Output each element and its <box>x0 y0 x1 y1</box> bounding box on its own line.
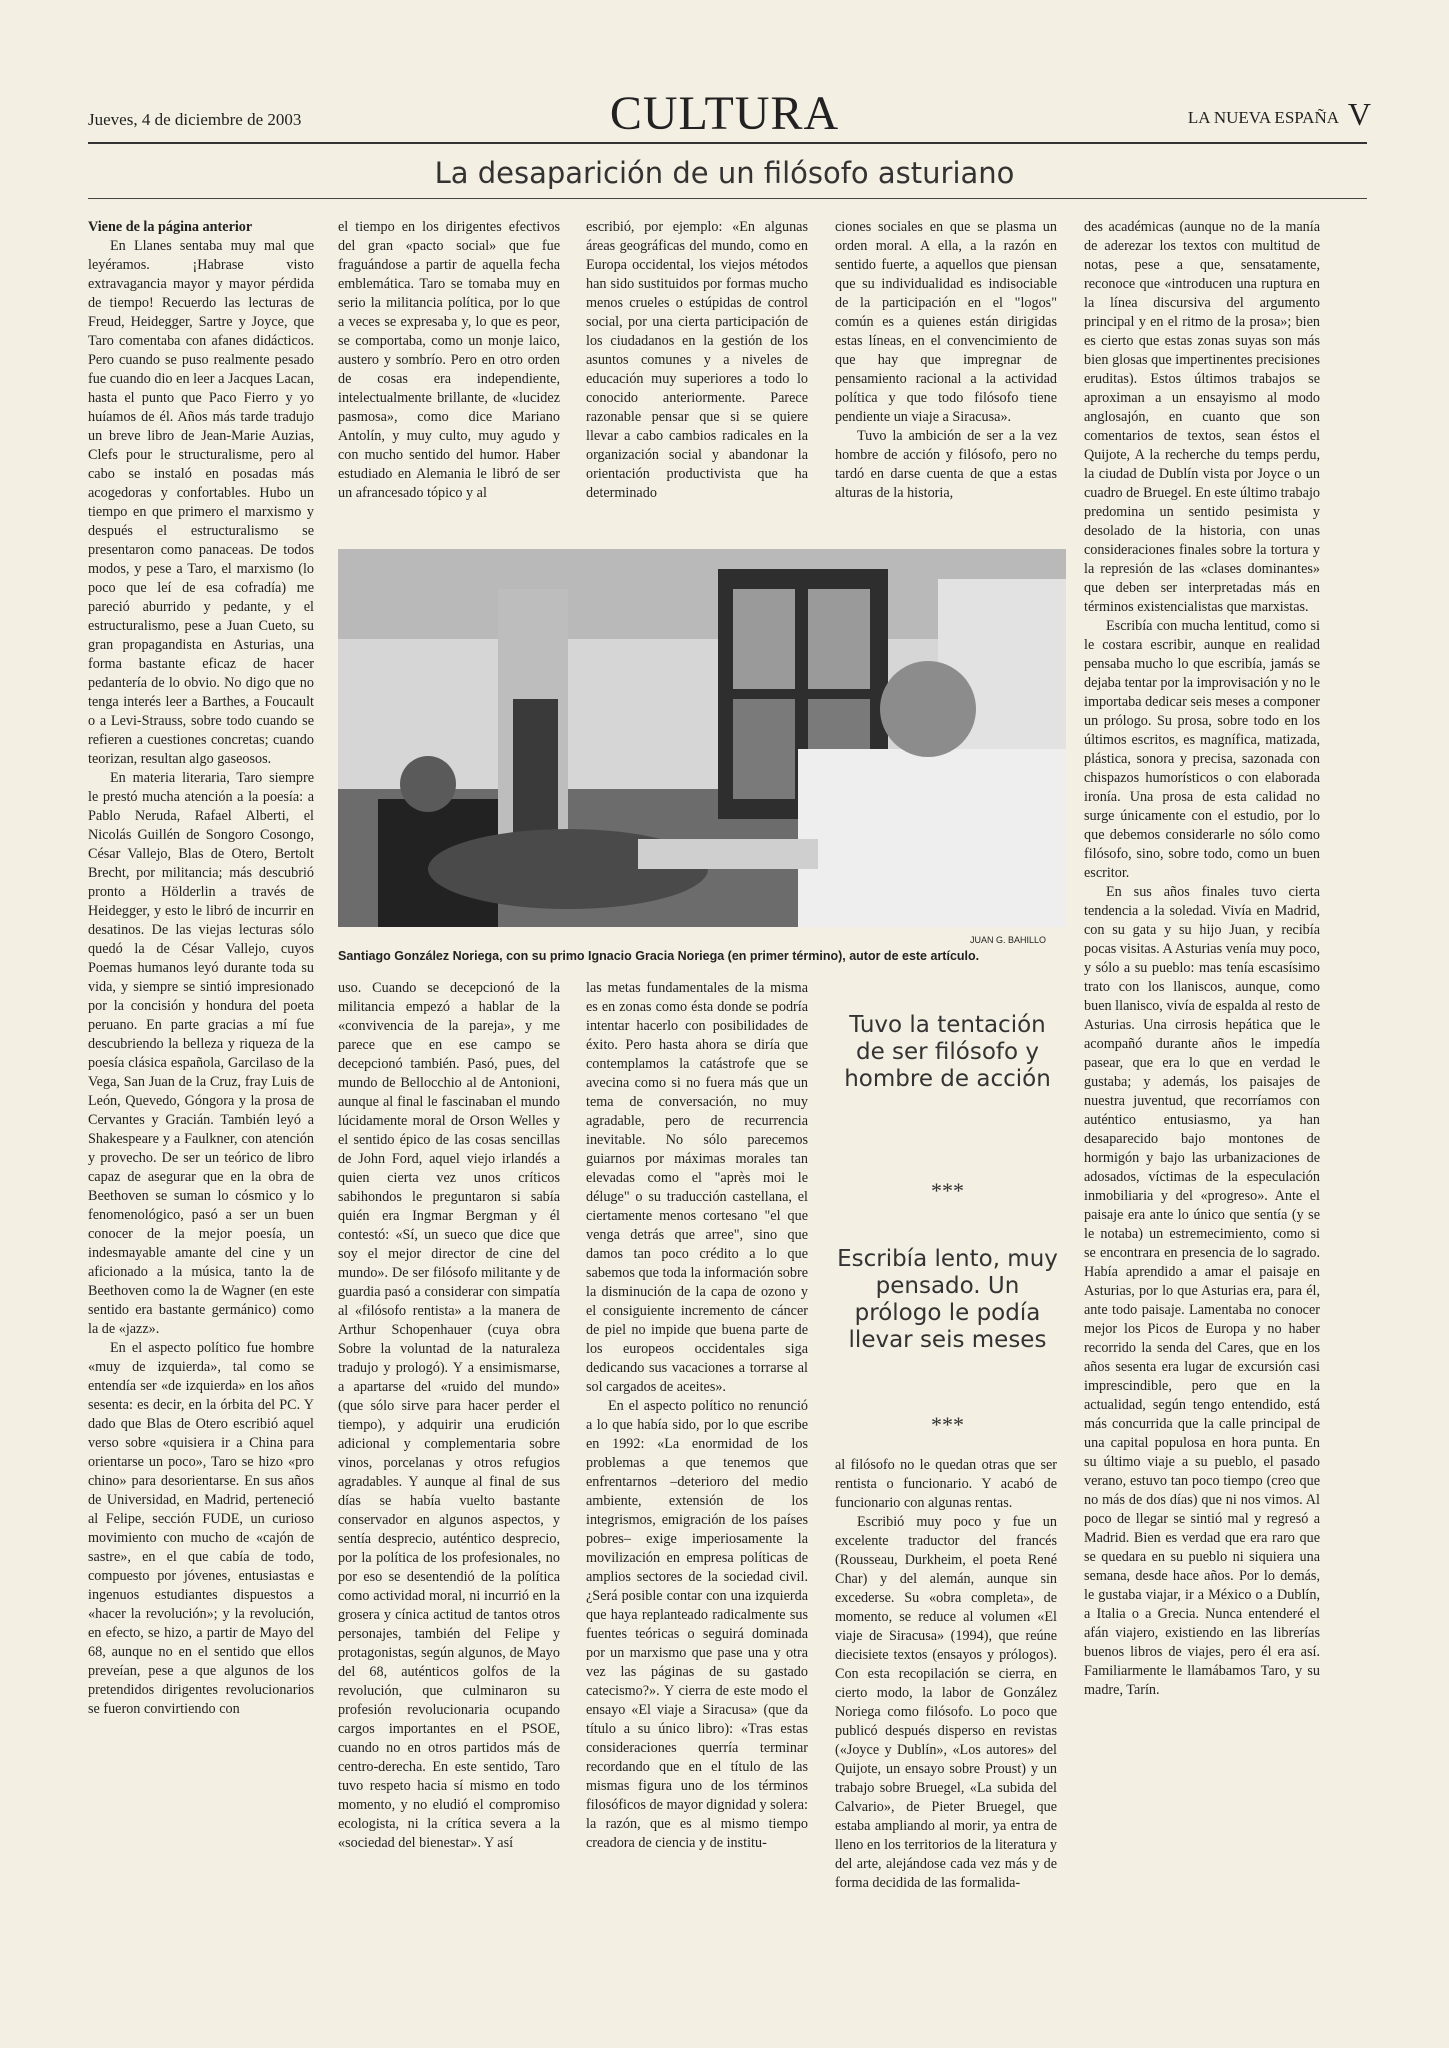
paragraph: En el aspecto político no renunció a lo que había sido, por lo que escribe en 1992: «La enormidad de los problemas a que tenemos que enfrentarnos –deterioro del medio ambiente, extensión de los integrismos, emigración de los países pobres– exige imperiosamente la movilización en empresa políticas de amplios sectores de la sociedad civil. ¿Será posible contar con una izquierda que haya replanteado radicalmente sus fuentes teóricas o seguirá dominada por un marxismo que pase una y otra vez las páginas de su gastado catecismo?». Y cierra de este modo el ensayo «El viaje a Siracusa» (que da título a su único libro): «Tras estas consideraciones querría terminar recordando que en el título de las mismas figura uno de los términos filosóficos de mayor dignidad y solera: la razón, que es al mismo tiempo creadora de ciencia y de institu- <box>586 1398 808 1851</box>
page-number: V <box>1347 96 1371 132</box>
article-column-5 <box>1084 218 1320 1963</box>
article-headline: La desaparición de un filósofo asturiano <box>434 156 1015 190</box>
paragraph: Escribía con mucha lentitud, como si le costara escribir, aunque en realidad pensaba mucho lo que escribía, jamás se dejaba tentar por la improvisación y no le importaba dedicar seis meses a componer un prólogo. Su prosa, sobre todo en los últimos escritos, es magnífica, matizada, plástica, sonora y precisa, sazonada con chispazos humorísticos o con elaborada ironía. Una prosa de esta calidad no surge únicamente con el estudio, por lo que debemos considerarle no sólo como filósofo, sino, sobre todo, como un buen escritor. <box>1084 618 1320 881</box>
paragraph: En Llanes sentaba muy mal que leyéramos. ¡Habrase visto extravagancia mayor y mayor pérdida de tiempo! Recuerdo las lecturas de Freud, Heidegger, Sartre y Joyce, que Taro comentaba con afanes didácticos. Pero cuando se puso realmente pesado fue cuando dio en leer a Jacques Lacan, hasta el punto que Paco Fierro y yo huíamos de él. Años más tarde tradujo un breve libro de Jean-Marie Auzias, Clefs pour le structuralisme, pero al cabo se instaló en posadas más acogedoras y confortables. Hubo un tiempo en que primero el marxismo y después el estructuralismo se presentaron como panaceas. De todos modos, y pese a Taro, el marxismo (lo poco que leí de esa cofradía) me pareció aburrido y pedante, y el estructuralismo, pese a Juan Cueto, su gran propagandista en Asturias, una forma bastante eficaz de hacer pedantería de lo obvio. No digo que no tenga interés leer a Barthes, a Foucault o a Levi-Strauss, sobre todo cuando se refieren a cuestiones concretas; cuando teorizan, resultan algo gaseosos. <box>88 238 314 767</box>
continued-kicker: Viene de la página anterior <box>88 219 253 235</box>
paragraph: En materia literaria, Taro siempre le prestó mucha atención a la poesía: a Pablo Neruda, Rafael Alberti, el Nicolás Guillén de Songoro Cosongo, César Vallejo, Blas de Otero, Bertolt Brecht, por militancia; más descubrió pronto a Hölderlin a través de Heidegger, y esto le libró de incurrir en desatinos. De las viejas lecturas sólo quedó la de César Vallejo, cuyos Poemas humanos leyó durante toda su vida, y siempre se sintió impresionado por la concisión y hondura del poeta peruano. En parte gracias a mí fue descubriendo la belleza y riqueza de la poesía clásica española, Garcilaso de la Vega, San Juan de la Cruz, fray Luis de León, Quevedo, Góngora y la prosa de Cervantes y Gracián. También leyó a Shakespeare y a Faulkner, con atención y provecho. De ser un teórico de libro capaz de asegurar que en la obra de Beethoven se suman lo cósmico y lo fenomenológico, pasó a ser un buen conocer de la mejor poesía, un indesmayable amante del cine y un aficionado a la música, tanto la de Beethoven como la de Wagner (en este sentido era bastante germánico) como la de «jazz». <box>88 770 314 1337</box>
paragraph: ciones sociales en que se plasma un orden moral. A ella, a la razón en sentido fuerte, a aquellos que piensan que su individualidad es indisociable de la participación en el "logos" común es a quienes están dirigidas estas líneas, en el convencimiento de que hay que impregnar de pensamiento racional a la actividad política y que todo filósofo tiene pendiente un viaje a Siracusa». <box>835 219 1057 425</box>
paragraph: En sus años finales tuvo cierta tendencia a la soledad. Vivía en Madrid, con su gata y su hijo Juan, y recibía pocas visitas. A Asturias venía muy poco, y sólo a su pueblo: mas tenía escasísimo trato con los llaniscos, aunque, como buen llanisco, vivía de espalda al resto de Asturias. Una cirrosis hepática que le acompañó durante años le impedía pasear, que era lo que en verdad le gustaba; y además, los paisajes de nuestra juventud, que recorríamos con auténtico entusiasmo, ya han desaparecido bajo montones de hormigón y bajo las urbanizaciones de adosados, víctimas de la especulación inmobiliaria y del «progreso». Ante el paisaje era ante lo único que sentía (y se le notaba) un estremecimiento, como si se encontrara en presencia de lo sagrado. Había aprendido a amar el paisaje en Asturias, por lo que Asturias era, para él, ante todo paisaje. Lamentaba no conocer mejor los Picos de Europa y no haber recorrido la senda del Cares, que en los años sesenta era lugar de excursión casi imprescindible, pero que en la actualidad, según tengo entendido, está más concurrida que la calle principal de una capital populosa en hora punta. En su último viaje a su pueblo, el pasado verano, estuvo tan poco tiempo (creo que no más de dos días) que ni nos vimos. Al poco de llegar se sintió mal y regresó a Madrid. Bien es verdad que era raro que se quedara en su pueblo ni siquiera una semana, desde hace años. Por lo demás, le gustaba viajar, ir a México o a Dublín, a Italia o a Grecia. Nunca entenderé el afán viajero, existiendo en las librerías buenos libros de viajes, pero él era así. Familiarmente le llamábamos Taro, y su madre, Tarín. <box>1084 884 1320 1698</box>
paragraph: uso. Cuando se decepcionó de la militancia empezó a hablar de la «convivencia de la pareja», y me parece que en ese campo se decepcionó también. Pasó, pues, del mundo de Bellocchio al de Antonioni, aunque al final le fascinaban el mundo lúcidamente moral de Orson Welles y el sentido épico de las cosas sencillas de John Ford, aquel viejo irlandés a quien cierta vez unos críticos sabihondos le preguntaron si sabía quién era Ingmar Bergman y él contestó: «Sí, un sueco que dice que soy el mejor director de cine del mundo». De ser filósofo militante y de guardia pasó a considerar con simpatía al «filósofo rentista» a la manera de Arthur Schopenhauer (cuya obra Sobre la voluntad de la naturaleza tradujo y prologó). Y a ensimismarse, a apartarse del «ruido del mundo» (que sólo sirve para hacer perder el tiempo), y adquirir una erudición adicional y complementaria sobre vinos, porcelanas y otros refugios agradables. Y aunque al final de sus días se había vuelto bastante conservador en algunos aspectos, y sentía desprecio, auténtico desprecio, por la política de los profesionales, no por eso se desentendió de la política como actividad moral, ni incurrió en la grosera y cínica actitud de tantos otros personajes, también del Felipe y protagonistas, según algunos, de Mayo del 68, auténticos golfos de la revolución, que culminaron su profesión revolucionaria ocupando cargos importantes en el PSOE, cuando no en otros partidos más de centro-derecha. En este sentido, Taro tuvo respeto hacia sí mismo en todo momento, y no eludió el compromiso ecologista, ni la crítica severa a la «sociedad del bienestar». Y así <box>338 980 560 1851</box>
paragraph: En el aspecto político fue hombre «muy de izquierda», tal como se entendía ser «de izquierda» en los años sesenta: es decir, en la órbita del PC. Y dado que Blas de Otero escribió aquel verso sobre «quisiera ir a China para orientarse un poco», Taro se hizo «pro chino» para desorientarse. En sus años de Universidad, en Madrid, perteneció al Felipe, sección FUDE, un curioso movimiento con mucho de «cajón de sastre», en el que cabía de todo, compuesto por jóvenes, entusiastas e ingenuos estudiantes dispuestos a «hacer la revolución»; y la revolución, en efecto, se hizo, a partir de Mayo del 68, aunque no en el sentido que ellos preveían, pese a que algunos de los pretendidos dirigentes revolucionarios se fueron convirtiendo con <box>88 1340 314 1717</box>
headline-rule <box>88 198 1367 199</box>
paragraph: des académicas (aunque no de la manía de aderezar los textos con multitud de notas, pese a que, sensatamente, reconoce que «introducen una ruptura en la línea discursiva del argumento principal y en el ritmo de la prosa»; bien es cierto que estas zonas suyas son más bien glosas que impertinentes precisiones eruditas). Estos últimos trabajos se aproximan a un ensayismo al modo anglosajón, en cuanto que son comentarios de textos, sean éstos el Quijote, A la recherche du temps perdu, la ciudad de Dublín vista por Joyce o un cuadro de Bruegel. En este último trabajo predomina un sentido pesimista y desolado de la historia, con unas consideraciones finales sobre la tortura y la represión de las «clases dominantes» que deben ser interpretadas más en términos existencialistas que marxistas. <box>1084 219 1320 615</box>
pull-quote-2: Escribía lento, muy pensado. Un prólogo le podía llevar seis meses <box>837 1246 1058 1353</box>
article-column-3-bottom <box>586 979 808 1963</box>
section-title: CULTURA <box>609 87 840 140</box>
article-column-2-top <box>338 218 560 538</box>
photo-caption: Santiago González Noriega, con su primo Ignacio Gracia Noriega (en primer término), autor de este artículo. <box>338 949 980 963</box>
separator-stars: *** <box>931 1412 964 1437</box>
paragraph: Tuvo la ambición de ser a la vez hombre de acción y filósofo, pero no tardó en darse cuenta de que a estas alturas de la historia, <box>835 428 1057 501</box>
paragraph: escribió, por ejemplo: «En algunas áreas geográficas del mundo, como en Europa occidental, los viejos métodos han sido sustituidos por formas mucho menos crueles o estúpidas de control social, por una cierta participación de los ciudadanos en la gestión de los asuntos comunes y a niveles de educación muy superiores a todo lo conocido anteriormente. Parece razonable pensar que si se quiere llevar a cabo cambios radicales en la organización social y abandonar la orientación productivista que ha determinado <box>586 219 808 501</box>
separator-stars: *** <box>931 1178 964 1203</box>
paragraph: las metas fundamentales de la misma es en zonas como ésta donde se podría intentar hacerlo con posibilidades de éxito. Pero hasta ahora se diría que contemplamos la catástrofe que se avecina como si no fuera más que un tema de conversación, no muy agradable, pero de recurrencia inevitable. No sólo parecemos guiarnos por máximas morales tan elevadas como el "après moi le déluge" o su traducción castellana, el ciertamente menos cortesano "el que venga detrás que arree", sino que damos tan poco crédito a lo que sabemos que toda la información sobre la disminución de la capa de ozono y el consiguiente incremento de cáncer de piel no impide que buena parte de los europeos occidentales siga dedicando sus vacaciones a torrarse al sol cargados de aceites». <box>586 980 808 1395</box>
paragraph: Escribió muy poco y fue un excelente traductor del francés (Rousseau, Durkheim, el poeta René Char) y del alemán, aunque sin excederse. Su «obra completa», de momento, se reduce al volumen «El viaje de Siracusa» (1994), que reúne diecisiete textos (ensayos y prólogos). Con esta recopilación se cierra, en cierto modo, la labor de González Noriega como filósofo. Lo poco que publicó después disperso en revistas («Joyce y Dublín», «Los autores» del Quijote, un ensayo sobre Proust) y un trabajo sobre Bruegel, «La subida del Calvario», de Pieter Bruegel, que estaba ampliando al morir, ya entra de lleno en los territorios de la literatura y del arte, alejándose cada vez más y de forma decidida de las formalida- <box>835 1514 1057 1891</box>
article-column-4-bottom <box>835 1456 1057 1963</box>
article-column-1 <box>88 218 314 1963</box>
header-rule <box>88 142 1367 144</box>
paragraph: el tiempo en los dirigentes efectivos del gran «pacto social» que fue fraguándose a partir de aquella fecha emblemática. Taro se tomaba muy en serio la militancia política, por lo que a veces se expresaba y, lo que es peor, se comportaba, como un monje laico, austero y sombrío. Pero en otro orden de cosas era independiente, intelectualmente brillante, de «lucidez pasmosa», como dice Mariano Antolín, y muy culto, muy agudo y con mucho sentido del humor. Haber estudiado en Alemania le libró de ser un afrancesado tópico y al <box>338 219 560 501</box>
issue-date: Jueves, 4 de diciembre de 2003 <box>88 110 302 129</box>
pull-quote-1: Tuvo la tentación de ser filósofo y hombre de acción <box>844 1012 1051 1092</box>
newspaper-name: LA NUEVA ESPAÑA <box>1187 108 1339 127</box>
article-column-3-top <box>586 218 808 538</box>
paragraph: al filósofo no le quedan otras que ser rentista o funcionario. Y acabó de funcionario con algunas rentas. <box>835 1457 1057 1511</box>
photo-illustration <box>338 549 1066 927</box>
photo-credit: JUAN G. BAHILLO <box>970 935 1047 945</box>
article-column-4-top <box>835 218 1057 538</box>
article-photo <box>338 549 1066 927</box>
article-column-2-bottom <box>338 979 560 1963</box>
